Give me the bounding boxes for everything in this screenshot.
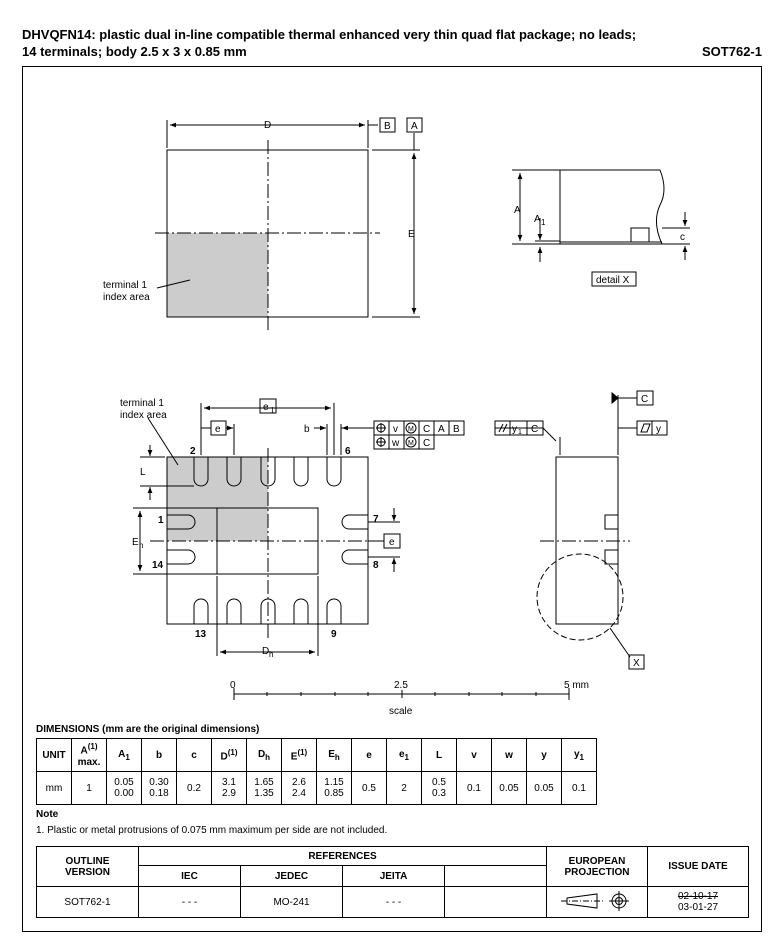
col-a1: $A_1$ <box>107 739 142 772</box>
iec-value: - - - <box>139 887 241 918</box>
cell-a-max: 1 <box>72 772 107 805</box>
pin-2: 2 <box>190 446 196 457</box>
scale-label: scale <box>389 706 413 717</box>
issue-date-old: 02-10-17 <box>677 891 719 902</box>
cell-w: 0.05 <box>492 772 527 805</box>
cell-unit: mm <box>37 772 72 805</box>
issue-dates <box>648 887 749 918</box>
col-d: $D^{(1)}$ <box>212 739 247 772</box>
scale-tick-0: 0 <box>230 680 236 691</box>
dim-Dh-sub: h <box>269 650 274 659</box>
pin-9: 9 <box>331 629 337 640</box>
detail-X-callout: X <box>633 658 640 669</box>
jeita-label: JEITA <box>343 866 445 887</box>
pin-6: 6 <box>345 446 351 457</box>
pin-14: 14 <box>152 560 164 571</box>
col-w: w <box>492 739 527 772</box>
dimensions-title: DIMENSIONS (mm are the original dimensions) <box>36 724 260 735</box>
dim-y: y <box>656 424 661 435</box>
tol-row1-c: C <box>423 424 431 435</box>
col-y1: $y_1$ <box>562 739 597 772</box>
european-projection-label <box>547 847 648 887</box>
scale-tick-max: 5 mm <box>564 680 589 691</box>
dim-L: L <box>140 467 146 478</box>
datum-B: B <box>384 121 391 132</box>
cell-dh-max: 1.65 <box>254 777 274 788</box>
cell-e: 0.5 <box>352 772 387 805</box>
dim-e1-sub: 1 <box>270 406 275 415</box>
tol-row1-b: B <box>453 424 460 435</box>
table-row <box>37 887 749 918</box>
jedec-label: JEDEC <box>241 866 343 887</box>
col-dh: $D_h$ <box>247 739 282 772</box>
detail-dim-c: c <box>680 232 685 243</box>
tol-row2-c: C <box>423 438 431 449</box>
col-eh: $E_h$ <box>317 739 352 772</box>
cell-d-min: 2.9 <box>222 788 236 799</box>
cell-eh <box>317 772 352 805</box>
issue-date-label: ISSUE DATE <box>648 847 749 887</box>
cell-b-min: 0.18 <box>149 788 169 799</box>
cell-l-min: 0.3 <box>432 788 446 799</box>
dimensions-table <box>36 738 597 805</box>
dim-b: b <box>304 424 310 435</box>
dim-e1: e <box>263 402 269 413</box>
tol-row1-a: A <box>438 424 445 435</box>
note-title: Note <box>36 809 59 820</box>
col-l: L <box>422 739 457 772</box>
cell-v: 0.1 <box>457 772 492 805</box>
flatness-y1: y <box>512 424 517 435</box>
refs-blank-value <box>445 887 547 918</box>
datum-C: C <box>641 394 649 405</box>
cell-dh-min: 1.35 <box>254 788 274 799</box>
cell-b-max: 0.30 <box>149 777 169 788</box>
pin-8: 8 <box>373 560 379 571</box>
pin-1: 1 <box>158 515 164 526</box>
title-line-2: 14 terminals; body 2.5 x 3 x 0.85 mm <box>22 44 247 59</box>
tol-row2-w: w <box>392 438 400 449</box>
col-c: c <box>177 739 212 772</box>
flatness-y1-sub: 1 <box>518 429 522 436</box>
outline-version-label-text: OUTLINE VERSION <box>64 855 110 878</box>
dim-e: e <box>215 424 221 435</box>
cell-e-min: 2.4 <box>292 788 306 799</box>
cell-y1: 0.1 <box>562 772 597 805</box>
cell-a1-max: 0.05 <box>114 777 134 788</box>
cell-y: 0.05 <box>527 772 562 805</box>
outline-version-label <box>37 847 139 887</box>
cell-e-max: 2.6 <box>292 777 306 788</box>
tol-row1-m: M <box>408 426 414 433</box>
cell-c: 0.2 <box>177 772 212 805</box>
col-unit: UNIT <box>37 739 72 772</box>
detail-dim-A1-sub: 1 <box>541 218 546 227</box>
cell-eh-min: 0.85 <box>324 788 344 799</box>
refs-blank <box>445 866 547 887</box>
jeita-value: - - - <box>343 887 445 918</box>
detail-caption: detail X <box>596 275 630 286</box>
issue-date-new: 03-01-27 <box>677 902 719 913</box>
detail-dim-A: A <box>514 205 521 216</box>
top-index-area <box>167 233 268 317</box>
pin-13: 13 <box>195 629 207 640</box>
cell-b <box>142 772 177 805</box>
cell-a1-min: 0.00 <box>114 788 134 799</box>
dim-Dh: D <box>262 646 270 657</box>
outline-version-value: SOT762-1 <box>37 887 139 918</box>
dim-Eh: E <box>132 537 139 548</box>
note-text: 1. Plastic or metal protrusions of 0.075 mm maximum per side are not included. <box>36 825 388 836</box>
flatness-datum: C <box>531 424 539 435</box>
col-e-cap: $E^{(1)}$ <box>282 739 317 772</box>
col-v: v <box>457 739 492 772</box>
tol-row1-v: v <box>393 424 398 435</box>
cell-a1 <box>107 772 142 805</box>
dim-E: E <box>408 229 415 240</box>
detail-dim-A1: A <box>534 214 541 225</box>
jedec-value: MO-241 <box>241 887 343 918</box>
bottom-index-label-2: index area <box>120 410 167 421</box>
refs-header-row <box>37 847 749 866</box>
pin-7: 7 <box>373 514 379 525</box>
top-index-label-2: index area <box>103 292 150 303</box>
european-projection-label-text: EUROPEAN PROJECTION <box>564 855 630 878</box>
datum-A: A <box>411 121 418 132</box>
table-header-row <box>37 739 597 772</box>
third-angle-projection-icon <box>557 890 637 912</box>
cell-d <box>212 772 247 805</box>
col-a-max: $A^{(1)}$ max. <box>72 739 107 772</box>
col-e: e <box>352 739 387 772</box>
top-index-label-1: terminal 1 <box>103 280 147 291</box>
dim-Eh-sub: h <box>139 541 144 550</box>
col-e1: $e_1$ <box>387 739 422 772</box>
projection-symbol <box>547 887 648 918</box>
cell-e-cap <box>282 772 317 805</box>
iec-label: IEC <box>139 866 241 887</box>
cell-l <box>422 772 457 805</box>
col-y: y <box>527 739 562 772</box>
cell-eh-max: 1.15 <box>324 777 344 788</box>
cell-e1: 2 <box>387 772 422 805</box>
references-table <box>36 846 749 918</box>
tol-row2-m: M <box>408 440 414 447</box>
dim-e-side: e <box>389 537 395 548</box>
dim-D: D <box>264 120 272 131</box>
cell-dh <box>247 772 282 805</box>
scale-tick-mid: 2.5 <box>394 680 408 691</box>
references-label: REFERENCES <box>139 847 547 866</box>
title-line-1: DHVQFN14: plastic dual in-line compatible thermal enhanced very thin quad flat package; no leads; <box>22 27 637 42</box>
package-code: SOT762-1 <box>702 44 762 59</box>
bottom-index-label-1: terminal 1 <box>120 398 164 409</box>
col-b: b <box>142 739 177 772</box>
cell-l-max: 0.5 <box>432 777 446 788</box>
cell-d-max: 3.1 <box>222 777 236 788</box>
table-row <box>37 772 597 805</box>
